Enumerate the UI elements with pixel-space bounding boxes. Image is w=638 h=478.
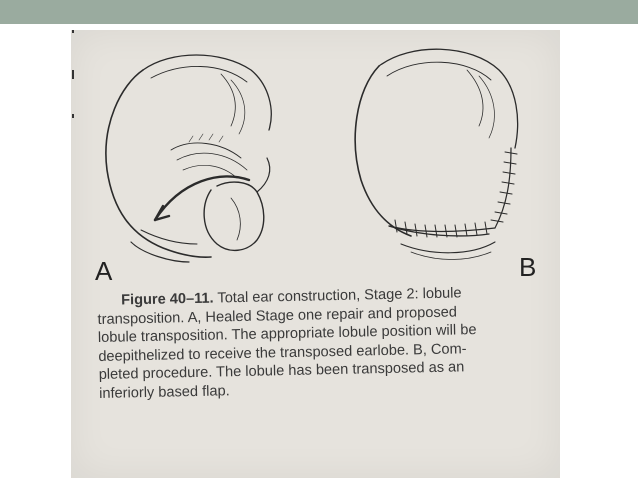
ear-drawing-b	[355, 49, 517, 259]
figure-number: Figure 40–11.	[121, 290, 214, 309]
caption-line: pleted procedure. The lobule has been transposed as an	[98, 359, 465, 384]
caption-line: inferiorly based flap.	[98, 383, 230, 402]
panel-label-b: B	[519, 252, 537, 282]
caption-line: transposition. A, Healed Stage one repair and proposed	[97, 304, 458, 328]
caption-line: lobule transposition. The appropriate lobule position will be	[97, 322, 477, 347]
ear-drawing-a	[106, 55, 271, 262]
ear-illustrations	[71, 30, 560, 478]
figure-caption	[97, 283, 549, 404]
panel-label-a: A	[95, 256, 113, 286]
caption-line: deepithelized to receive the transposed earlobe. B, Com-	[98, 341, 467, 365]
caption-text: Total ear construction, Stage 2: lobule	[213, 285, 462, 307]
figure-scan	[71, 30, 560, 478]
header-bar	[0, 0, 638, 24]
scan-edge-marks	[72, 30, 74, 118]
